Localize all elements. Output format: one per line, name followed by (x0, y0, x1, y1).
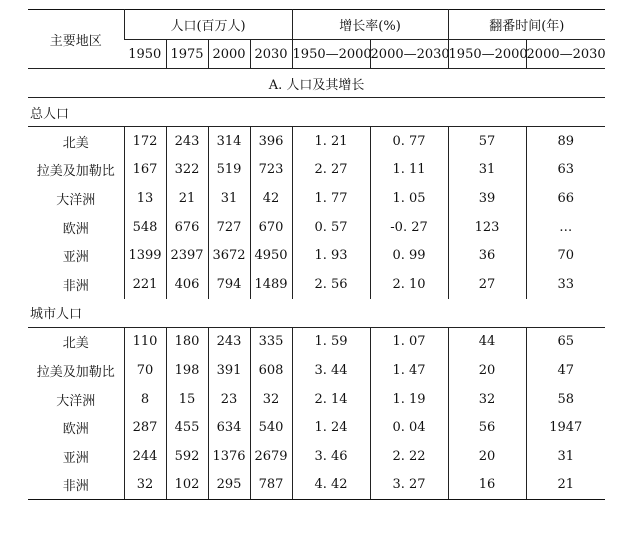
value-cell: 287 (124, 413, 166, 442)
value-cell: 3672 (208, 241, 250, 270)
value-cell: 295 (208, 471, 250, 500)
value-cell: 3. 27 (370, 471, 448, 500)
value-cell: 0. 04 (370, 413, 448, 442)
value-cell: 1. 47 (370, 356, 448, 385)
year-header: 1950 (124, 40, 166, 69)
value-cell: 33 (526, 270, 605, 299)
region-cell: 拉美及加勒比 (36, 164, 115, 180)
value-cell: 4950 (250, 241, 292, 270)
value-cell: 243 (166, 127, 208, 156)
value-cell: 65 (526, 327, 605, 356)
value-cell: 58 (526, 385, 605, 414)
value-cell: 1489 (250, 270, 292, 299)
value-cell: 20 (448, 442, 526, 471)
value-cell: 47 (526, 356, 605, 385)
value-cell: 31 (526, 442, 605, 471)
value-cell: 1. 77 (292, 184, 370, 213)
region-cell: 北美 (62, 336, 89, 352)
region-cell: 北美 (62, 135, 89, 151)
value-cell: 1. 07 (370, 327, 448, 356)
table-row (28, 270, 605, 299)
table-row (28, 442, 605, 471)
value-cell: 723 (250, 156, 292, 185)
value-cell: 198 (166, 356, 208, 385)
value-cell: 70 (526, 241, 605, 270)
population-table (28, 9, 605, 500)
value-cell: 36 (448, 241, 526, 270)
value-cell: 3. 46 (292, 442, 370, 471)
table-row (28, 413, 605, 442)
region-header: 主要地区 (28, 10, 124, 69)
year-header: 1975 (166, 40, 208, 69)
value-cell: 167 (124, 156, 166, 185)
region-cell: 欧洲 (62, 221, 89, 237)
value-cell: 0. 99 (370, 241, 448, 270)
table-row (28, 156, 605, 185)
value-cell: 455 (166, 413, 208, 442)
value-cell: 314 (208, 127, 250, 156)
value-cell: 32 (448, 385, 526, 414)
value-cell: 70 (124, 356, 166, 385)
value-cell: 44 (448, 327, 526, 356)
value-cell: 396 (250, 127, 292, 156)
value-cell: 123 (448, 213, 526, 242)
doubling-period-header: 2000—2030 (526, 40, 605, 69)
value-cell: 1. 11 (370, 156, 448, 185)
table-row (28, 327, 605, 356)
value-cell: 2. 14 (292, 385, 370, 414)
value-cell: 180 (166, 327, 208, 356)
value-cell: 1. 93 (292, 241, 370, 270)
value-cell: 13 (124, 184, 166, 213)
value-cell: 2. 56 (292, 270, 370, 299)
value-cell: 670 (250, 213, 292, 242)
region-cell: 拉美及加勒比 (36, 364, 115, 380)
section-title: 总人口 (28, 98, 605, 127)
value-cell: 1. 24 (292, 413, 370, 442)
value-cell: 608 (250, 356, 292, 385)
value-cell: 66 (526, 184, 605, 213)
value-cell: 2. 10 (370, 270, 448, 299)
table-row (28, 471, 605, 500)
value-cell: 32 (124, 471, 166, 500)
value-cell: 1376 (208, 442, 250, 471)
section-banner: A. 人口及其增长 (28, 69, 605, 98)
growth-group-header: 增长率(%) (292, 10, 448, 40)
value-cell: 8 (124, 385, 166, 414)
value-cell: 592 (166, 442, 208, 471)
value-cell: 31 (448, 156, 526, 185)
value-cell: 42 (250, 184, 292, 213)
value-cell: 727 (208, 213, 250, 242)
value-cell: 56 (448, 413, 526, 442)
value-cell: 519 (208, 156, 250, 185)
value-cell: 335 (250, 327, 292, 356)
value-cell: 20 (448, 356, 526, 385)
value-cell: 794 (208, 270, 250, 299)
value-cell: 243 (208, 327, 250, 356)
doubling-period-header: 1950—2000 (448, 40, 526, 69)
value-cell: 172 (124, 127, 166, 156)
value-cell: 89 (526, 127, 605, 156)
table-row (28, 213, 605, 242)
value-cell: 1. 59 (292, 327, 370, 356)
region-cell: 大洋洲 (56, 393, 96, 409)
table-row (28, 356, 605, 385)
value-cell: 787 (250, 471, 292, 500)
value-cell: 0. 77 (370, 127, 448, 156)
value-cell: 1399 (124, 241, 166, 270)
value-cell: 322 (166, 156, 208, 185)
value-cell: 23 (208, 385, 250, 414)
value-cell: 634 (208, 413, 250, 442)
population-group-header: 人口(百万人) (124, 10, 292, 40)
value-cell: 32 (250, 385, 292, 414)
value-cell: 39 (448, 184, 526, 213)
value-cell: 676 (166, 213, 208, 242)
year-header: 2000 (208, 40, 250, 69)
value-cell: 63 (526, 156, 605, 185)
table-row (28, 385, 605, 414)
value-cell: 2. 27 (292, 156, 370, 185)
value-cell: 540 (250, 413, 292, 442)
value-cell: 102 (166, 471, 208, 500)
value-cell: 2679 (250, 442, 292, 471)
value-cell: 2. 22 (370, 442, 448, 471)
value-cell: 2397 (166, 241, 208, 270)
value-cell: 406 (166, 270, 208, 299)
growth-period-header: 1950—2000 (292, 40, 370, 69)
value-cell: 391 (208, 356, 250, 385)
value-cell: 1. 21 (292, 127, 370, 156)
value-cell: 21 (166, 184, 208, 213)
region-cell: 欧洲 (62, 422, 89, 438)
region-cell: 非洲 (28, 471, 124, 500)
year-header: 2030 (250, 40, 292, 69)
table-row (28, 184, 605, 213)
value-cell: 0. 57 (292, 213, 370, 242)
value-cell: 1. 05 (370, 184, 448, 213)
region-cell: 亚洲 (62, 250, 89, 266)
value-cell: 57 (448, 127, 526, 156)
value-cell: 15 (166, 385, 208, 414)
value-cell: 221 (124, 270, 166, 299)
value-cell: 16 (448, 471, 526, 500)
growth-period-header: 2000—2030 (370, 40, 448, 69)
value-cell: 4. 42 (292, 471, 370, 500)
doubling-group-header: 翻番时间(年) (448, 10, 605, 40)
value-cell: 244 (124, 442, 166, 471)
value-cell: 1947 (526, 413, 605, 442)
table-row (28, 241, 605, 270)
value-cell: 110 (124, 327, 166, 356)
region-cell: 亚洲 (62, 450, 89, 466)
region-cell: 大洋洲 (56, 192, 96, 208)
value-cell: 27 (448, 270, 526, 299)
section-title: 城市人口 (28, 299, 605, 328)
value-cell: 1. 19 (370, 385, 448, 414)
table-row (28, 127, 605, 156)
value-cell: 21 (526, 471, 605, 500)
value-cell: 548 (124, 213, 166, 242)
value-cell: -0. 27 (370, 213, 448, 242)
value-cell: 31 (208, 184, 250, 213)
region-cell: 非洲 (62, 278, 89, 294)
value-cell: … (526, 213, 605, 242)
table-body (28, 69, 605, 500)
value-cell: 3. 44 (292, 356, 370, 385)
